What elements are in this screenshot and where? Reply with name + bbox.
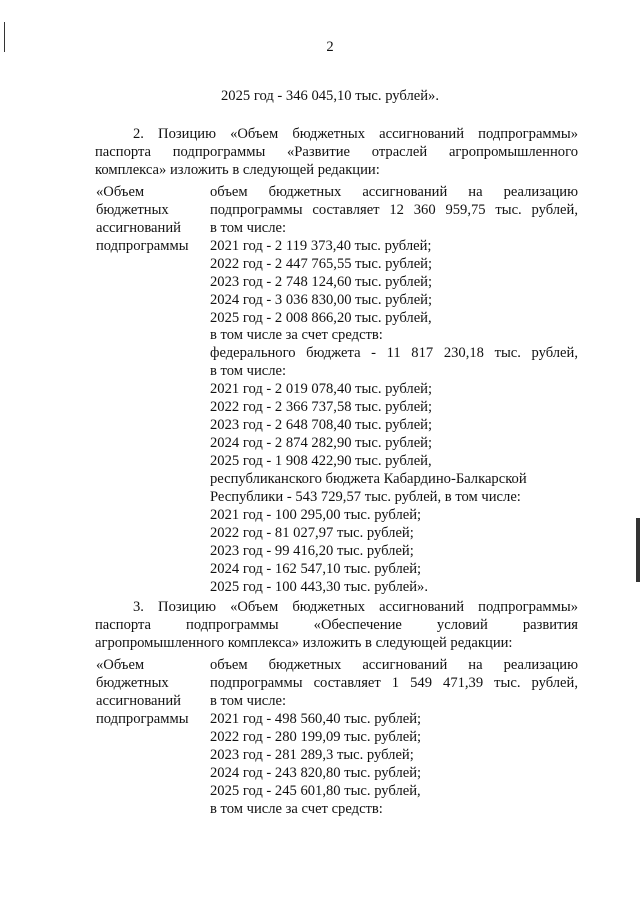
section-3-content-line: в том числе за счет средств:	[210, 801, 383, 817]
section-2-content-line: в том числе за счет средств:	[210, 327, 383, 343]
page-number: 2	[326, 39, 334, 55]
section-2-content-line: федерального бюджета - 11 817 230,18 тыс. рублей,	[210, 345, 578, 361]
section-2-content-line: 2025 год - 100 443,30 тыс. рублей».	[210, 579, 428, 595]
section-2-label: бюджетных	[96, 202, 169, 218]
section-2-content-line: 2025 год - 1 908 422,90 тыс. рублей,	[210, 453, 432, 469]
section-2-content-line: 2025 год - 2 008 866,20 тыс. рублей,	[210, 310, 432, 326]
section-2-content-line: в том числе:	[210, 220, 287, 236]
section-2-paragraph-line: комплекса» изложить в следующей редакции:	[95, 162, 380, 178]
section-3-content-line: в том числе:	[210, 693, 287, 709]
section-3-content-line: 2021 год - 498 560,40 тыс. рублей;	[210, 711, 422, 727]
section-2-content-line: Республики - 543 729,57 тыс. рублей, в том числе:	[210, 489, 521, 505]
section-3-label: «Объем	[96, 657, 145, 673]
section-2-content-line: республиканского бюджета Кабардино-Балкарской	[210, 471, 527, 487]
section-2-content-line: 2024 год - 3 036 830,00 тыс. рублей;	[210, 292, 433, 308]
section-2-content-line: 2022 год - 2 447 765,55 тыс. рублей;	[210, 256, 433, 272]
section-2-label: ассигнований	[96, 220, 181, 236]
section-2-content-line: 2021 год - 100 295,00 тыс. рублей;	[210, 507, 422, 523]
section-2-content-line: 2022 год - 81 027,97 тыс. рублей;	[210, 525, 414, 541]
section-2-content-line: 2021 год - 2 019 078,40 тыс. рублей;	[210, 381, 433, 397]
continuation-line: 2025 год - 346 045,10 тыс. рублей».	[221, 88, 439, 104]
section-3-content-line: подпрограммы составляет 1 549 471,39 тыс. рублей,	[210, 675, 578, 691]
section-3-paragraph-line: 3. Позицию «Объем бюджетных ассигнований подпрограммы»	[133, 599, 578, 615]
section-2-content-line: 2023 год - 99 416,20 тыс. рублей;	[210, 543, 414, 559]
section-2-content-line: 2022 год - 2 366 737,58 тыс. рублей;	[210, 399, 433, 415]
section-2-label: подпрограммы	[96, 238, 189, 254]
section-3-content-line: 2022 год - 280 199,09 тыс. рублей;	[210, 729, 422, 745]
section-2-paragraph-line: 2. Позицию «Объем бюджетных ассигнований подпрограммы»	[133, 126, 578, 142]
section-2-content-line: 2024 год - 162 547,10 тыс. рублей;	[210, 561, 422, 577]
section-3-content-line: объем бюджетных ассигнований на реализацию	[210, 657, 578, 673]
section-2-label: «Объем	[96, 184, 145, 200]
section-3-label: ассигнований	[96, 693, 181, 709]
scan-edge-mark	[636, 518, 640, 582]
section-3-label: подпрограммы	[96, 711, 189, 727]
section-2-content-line: 2021 год - 2 119 373,40 тыс. рублей;	[210, 238, 432, 254]
section-2-paragraph-line: паспорта подпрограммы «Развитие отраслей агропромышленного	[95, 144, 578, 160]
section-2-content-line: в том числе:	[210, 363, 287, 379]
section-3-paragraph-line: паспорта подпрограммы «Обеспечение условий развития	[95, 617, 578, 633]
section-3-content-line: 2024 год - 243 820,80 тыс. рублей;	[210, 765, 422, 781]
section-2-content-line: подпрограммы составляет 12 360 959,75 тыс. рублей,	[210, 202, 578, 218]
section-2-content-line: 2023 год - 2 748 124,60 тыс. рублей;	[210, 274, 433, 290]
section-2-content-line: 2023 год - 2 648 708,40 тыс. рублей;	[210, 417, 433, 433]
section-3-content-line: 2025 год - 245 601,80 тыс. рублей,	[210, 783, 421, 799]
section-2-content-line: 2024 год - 2 874 282,90 тыс. рублей;	[210, 435, 433, 451]
section-3-label: бюджетных	[96, 675, 169, 691]
section-3-content-line: 2023 год - 281 289,3 тыс. рублей;	[210, 747, 414, 763]
section-3-paragraph-line: агропромышленного комплекса» изложить в следующей редакции:	[95, 635, 513, 651]
section-2-content-line: объем бюджетных ассигнований на реализацию	[210, 184, 578, 200]
